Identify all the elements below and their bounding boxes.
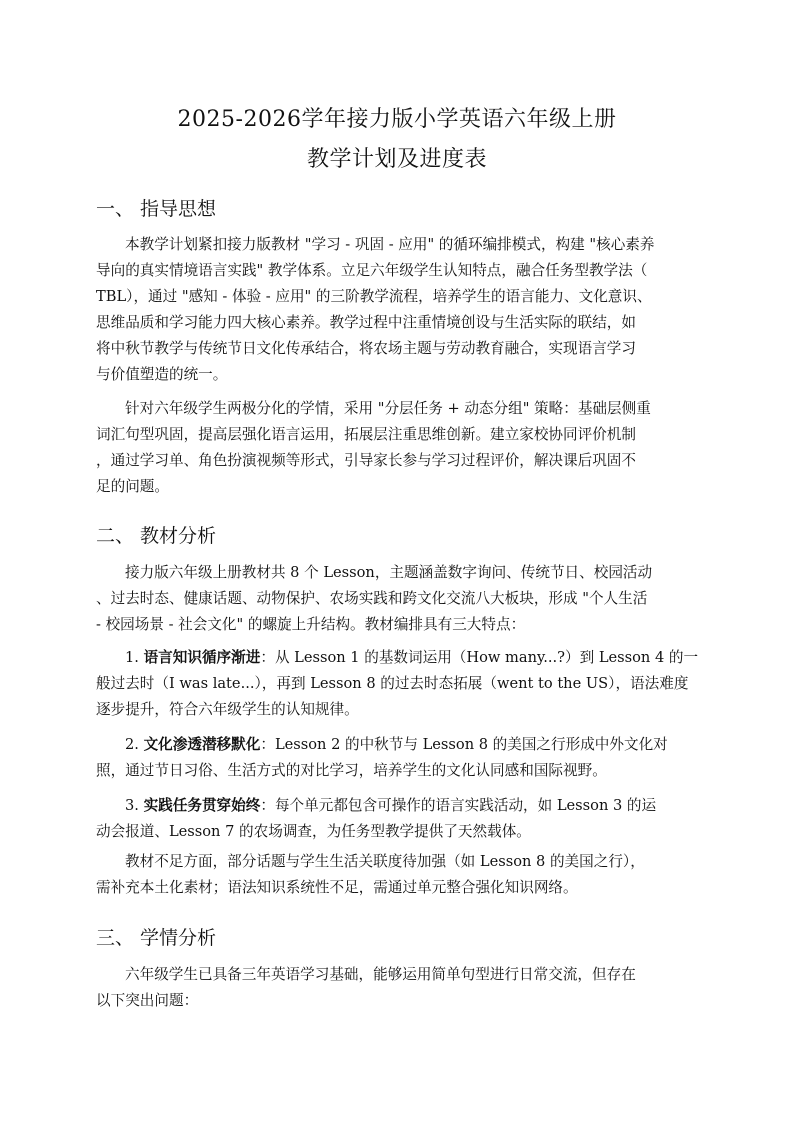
paragraph (96, 962, 700, 1014)
text-line: 逐步提升，符合六年级学生的认知规律。 (96, 701, 359, 718)
section-heading-textbook-analysis: 二、 教材分析 (96, 525, 217, 547)
text-line: ，通过学习单、角色扮演视频等形式，引导家长参与学习过程评价，解决课后巩固不 (96, 452, 636, 469)
text-line: 针对六年级学生两极分化的学情，采用 "分层任务 + 动态分组" 策略：基础层侧重 (125, 400, 651, 417)
list-item (96, 645, 700, 723)
section-heading-student-analysis: 三、 学情分析 (96, 927, 217, 949)
paragraph (96, 232, 700, 388)
item-text: ：每个单元都包含可操作的语言实践活动，如 Lesson 3 的运 (260, 797, 657, 814)
text-line (96, 793, 700, 819)
item-text: ：从 Lesson 1 的基数词运用（How many...?）到 Lesson 4 的一 (260, 649, 699, 666)
list-item (96, 732, 700, 784)
text-line: 教材不足方面，部分话题与学生生活关联度待加强（如 Lesson 8 的美国之行）， (125, 853, 645, 870)
text-line: TBL），通过 "感知 - 体验 - 应用" 的三阶教学流程，培养学生的语言能力、文化意识、 (96, 288, 652, 305)
item-number: 3. (125, 797, 144, 814)
document-title: 2025-2026学年接力版小学英语六年级上册 (177, 107, 617, 132)
item-bold-title: 语言知识循序渐进 (143, 649, 261, 666)
text-line: 导向的真实情境语言实践" 教学体系。立足六年级学生认知特点，融合任务型教学法（ (96, 262, 648, 279)
list-item (96, 793, 700, 845)
text-line: 将中秋节教学与传统节日文化传承结合，将农场主题与劳动教育融合，实现语言学习 (96, 340, 636, 357)
text-line (96, 645, 700, 671)
text-line: - 校园场景 - 社会文化" 的螺旋上升结构。教材编排具有三大特点： (96, 616, 526, 633)
text-line: 照，通过节日习俗、生活方式的对比学习，培养学生的文化认同感和国际视野。 (96, 762, 607, 779)
paragraph (96, 396, 700, 500)
paragraph (96, 560, 700, 638)
text-line: 接力版六年级上册教材共 8 个 Lesson，主题涵盖数字询问、传统节日、校园活动 (125, 564, 653, 581)
paragraph (96, 849, 700, 901)
document-subtitle: 教学计划及进度表 (306, 147, 487, 172)
item-bold-title: 文化渗透潜移默化 (143, 736, 261, 753)
text-line: 思维品质和学习能力四大核心素养。教学过程中注重情境创设与生活实际的联结，如 (96, 314, 636, 331)
item-bold-title: 实践任务贯穿始终 (143, 797, 261, 814)
text-line (96, 732, 700, 758)
text-line: 般过去时（I was late...），再到 Lesson 8 的过去时态拓展（went to the US），语法难度 (96, 675, 689, 692)
item-number: 2. (125, 736, 144, 753)
section-heading-guiding-thought: 一、 指导思想 (96, 198, 217, 220)
text-line: 词汇句型巩固，提高层强化语言运用，拓展层注重思维创新。建立家校协同评价机制 (96, 426, 636, 443)
text-line: 六年级学生已具备三年英语学习基础，能够运用简单句型进行日常交流，但存在 (125, 966, 636, 983)
text-line: 以下突出问题： (96, 992, 199, 1009)
text-line: 、过去时态、健康话题、动物保护、农场实践和跨文化交流八大板块，形成 "个人生活 (96, 590, 648, 607)
text-line: 足的问题。 (96, 478, 169, 495)
text-line: 动会报道、Lesson 7 的农场调查，为任务型教学提供了天然载体。 (96, 823, 531, 840)
item-text: ：Lesson 2 的中秋节与 Lesson 8 的美国之行形成中外文化对 (260, 736, 668, 753)
item-number: 1. (125, 649, 144, 666)
text-line: 本教学计划紧扣接力版教材 "学习 - 巩固 - 应用" 的循环编排模式，构建 "核心素养 (125, 236, 655, 253)
text-line: 与价值塑造的统一。 (96, 366, 228, 383)
text-line: 需补充本土化素材；语法知识系统性不足，需通过单元整合强化知识网络。 (96, 879, 578, 896)
